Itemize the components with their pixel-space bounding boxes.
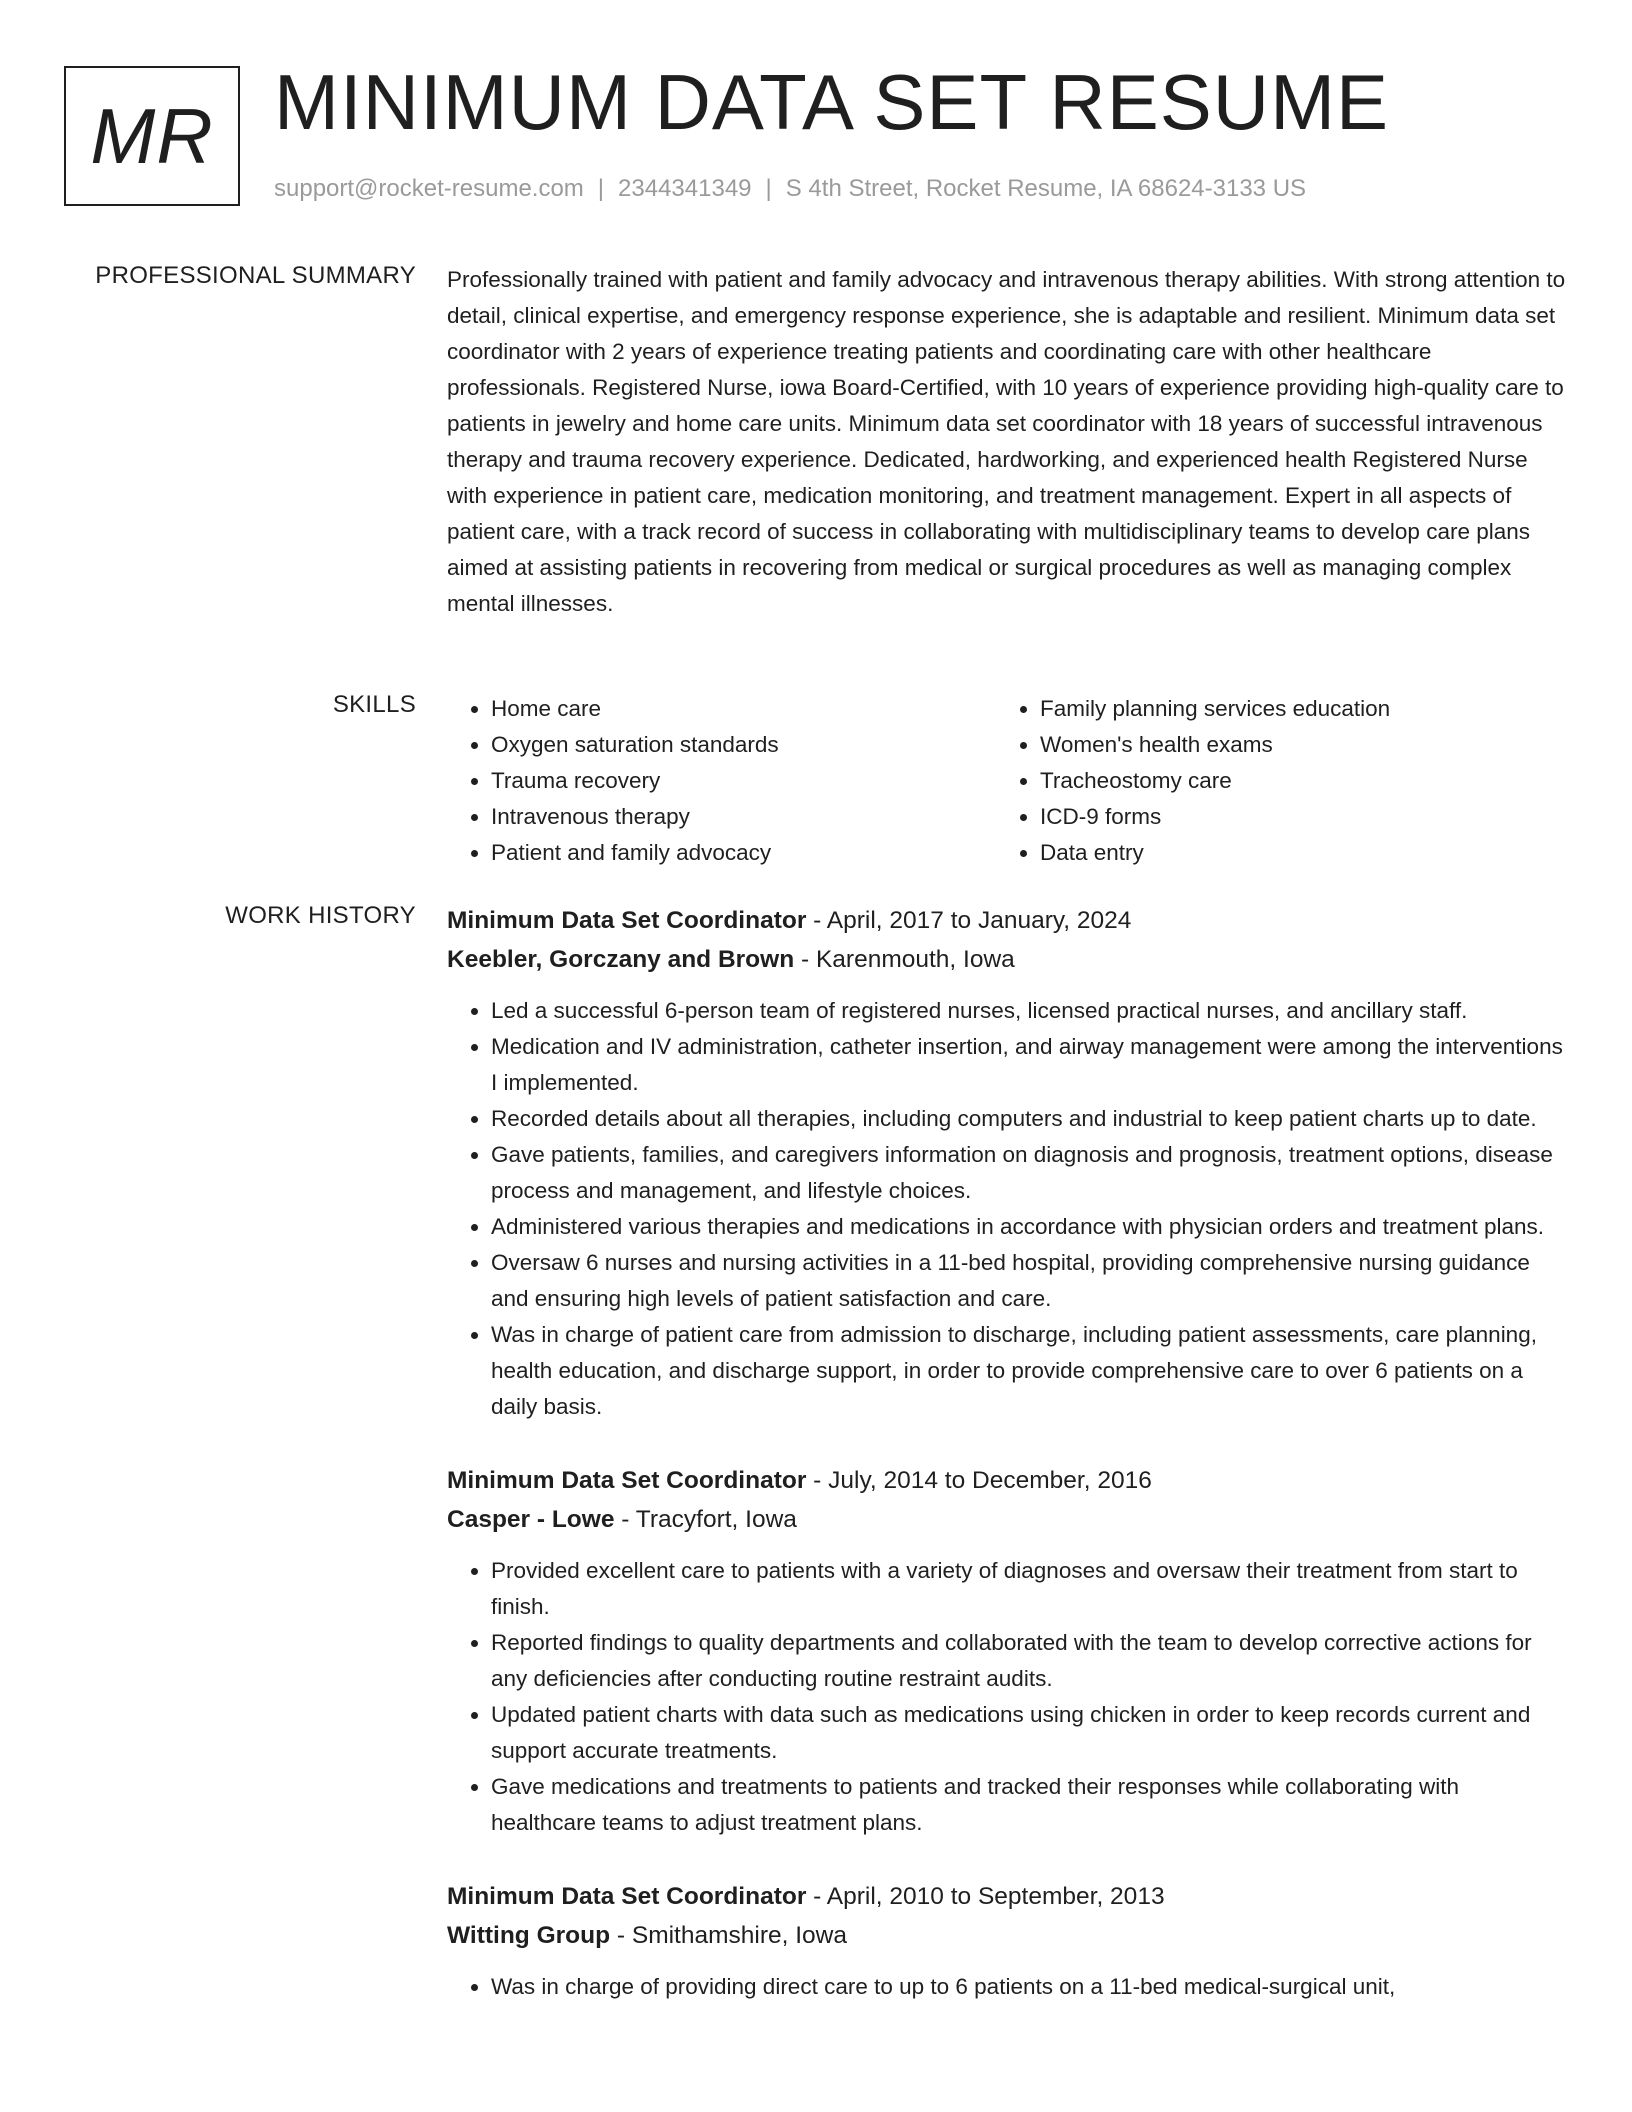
monogram-initials: MR xyxy=(90,91,214,180)
job-bullet: • Gave patients, families, and caregivers information on diagnosis and prognosis, treatment options, disease process and management, and lifestyle choices. xyxy=(491,1137,1567,1209)
resume-title: MINIMUM DATA SET RESUME xyxy=(274,58,1390,146)
summary-text: Professionally trained with patient and family advocacy and intravenous therapy abilities. With strong attention to detail, clinical expertise, and emergency response experience, she is adaptable and resilient. Minimum data set coordinator with 2 years of experience treating patients and coordinating care with other healthcare professionals. Registered Nurse, iowa Board-Certified, with 10 years of experience providing high-quality care to patients in jewelry and home care units. Minimum data set coordinator with 18 years of successful intravenous therapy and trauma recovery experience. Dedicated, hardworking, and experienced health Registered Nurse with experience in patient care, medication monitoring, and treatment management. Expert in all aspects of patient care, with a track record of success in collaborating with multidisciplinary teams to develop care plans aimed at assisting patients in recovering from medical or surgical procedures as well as managing complex mental illnesses. xyxy=(447,267,1566,616)
skill-item: • Patient and family advocacy xyxy=(491,835,996,871)
skill-item: • Trauma recovery xyxy=(491,763,996,799)
job-bullet: • Reported findings to quality departments and collaborated with the team to develop corrective actions for any deficiencies after conducting routine restraint audits. xyxy=(491,1625,1567,1697)
job-entry xyxy=(447,901,1567,1425)
skill-item: • Intravenous therapy xyxy=(491,799,996,835)
job-bullet-list xyxy=(447,993,1567,1425)
job-bullet: • Led a successful 6-person team of registered nurses, licensed practical nurses, and ancillary staff. xyxy=(491,993,1567,1029)
job-bullet-list xyxy=(447,1969,1567,2005)
job-bullet: • Oversaw 6 nurses and nursing activities in a 11-bed hospital, providing comprehensive nursing guidance and ensuring high levels of patient satisfaction and care. xyxy=(491,1245,1567,1317)
job-title: Minimum Data Set Coordinator xyxy=(447,1467,807,1494)
job-company-line xyxy=(447,940,1567,979)
job-location: - Smithamshire, Iowa xyxy=(610,1922,847,1949)
work-body xyxy=(447,901,1567,2041)
monogram-box xyxy=(64,66,240,206)
job-dates: - April, 2010 to September, 2013 xyxy=(806,1883,1165,1910)
skill-item: • ICD-9 forms xyxy=(1040,799,1545,835)
job-bullet: • Recorded details about all therapies, including computers and industrial to keep patient charts up to date. xyxy=(491,1101,1567,1137)
contact-line xyxy=(274,175,1306,203)
contact-separator: | xyxy=(765,175,772,202)
work-heading: WORK HISTORY xyxy=(225,902,416,929)
job-company-line xyxy=(447,1916,1567,1955)
job-title-line xyxy=(447,1877,1567,1916)
job-company: Casper - Lowe xyxy=(447,1506,615,1533)
skill-item: • Women's health exams xyxy=(1040,727,1545,763)
job-title: Minimum Data Set Coordinator xyxy=(447,907,807,934)
job-bullet: • Gave medications and treatments to patients and tracked their responses while collaborating with healthcare teams to adjust treatment plans. xyxy=(491,1769,1567,1841)
skills-heading: SKILLS xyxy=(332,691,416,718)
job-title-line xyxy=(447,901,1567,940)
job-bullet: • Administered various therapies and medications in accordance with physician orders and treatment plans. xyxy=(491,1209,1567,1245)
job-location: - Tracyfort, Iowa xyxy=(614,1506,797,1533)
job-bullet: • Was in charge of patient care from admission to discharge, including patient assessments, care planning, health education, and discharge support, in order to provide comprehensive care to over 6 patients on a daily basis. xyxy=(491,1317,1567,1425)
job-company-line xyxy=(447,1500,1567,1539)
skills-body xyxy=(447,691,1567,871)
job-company: Keebler, Gorczany and Brown xyxy=(447,946,795,973)
skill-item: • Tracheostomy care xyxy=(1040,763,1545,799)
job-company: Witting Group xyxy=(447,1922,611,1949)
contact-email[interactable]: support@rocket-resume.com xyxy=(274,175,584,202)
summary-body xyxy=(447,262,1567,622)
job-bullet-list xyxy=(447,1553,1567,1841)
job-dates: - April, 2017 to January, 2024 xyxy=(806,907,1132,934)
job-bullet: • Was in charge of providing direct care to up to 6 patients on a 11-bed medical-surgical unit, xyxy=(491,1969,1567,2005)
skill-item: • Data entry xyxy=(1040,835,1545,871)
job-entry xyxy=(447,1461,1567,1841)
skills-list-right xyxy=(996,691,1545,871)
contact-phone[interactable]: 2344341349 xyxy=(618,175,752,202)
skills-grid xyxy=(447,691,1567,871)
contact-separator: | xyxy=(597,175,605,202)
job-location: - Karenmouth, Iowa xyxy=(794,946,1015,973)
contact-address: S 4th Street, Rocket Resume, IA 68624-3133 US xyxy=(785,175,1307,202)
skill-item: • Home care xyxy=(491,691,996,727)
job-title-line xyxy=(447,1461,1567,1500)
job-title: Minimum Data Set Coordinator xyxy=(447,1883,807,1910)
skill-item: • Oxygen saturation standards xyxy=(491,727,996,763)
skill-item: • Family planning services education xyxy=(1040,691,1545,727)
skills-list-left xyxy=(447,691,996,871)
job-entry xyxy=(447,1877,1567,2005)
job-dates: - July, 2014 to December, 2016 xyxy=(806,1467,1152,1494)
job-bullet: • Updated patient charts with data such as medications using chicken in order to keep records current and support accurate treatments. xyxy=(491,1697,1567,1769)
job-bullet: • Medication and IV administration, catheter insertion, and airway management were among the interventions I implemented. xyxy=(491,1029,1567,1101)
job-bullet: • Provided excellent care to patients with a variety of diagnoses and oversaw their treatment from start to finish. xyxy=(491,1553,1567,1625)
summary-heading: PROFESSIONAL SUMMARY xyxy=(95,262,416,289)
